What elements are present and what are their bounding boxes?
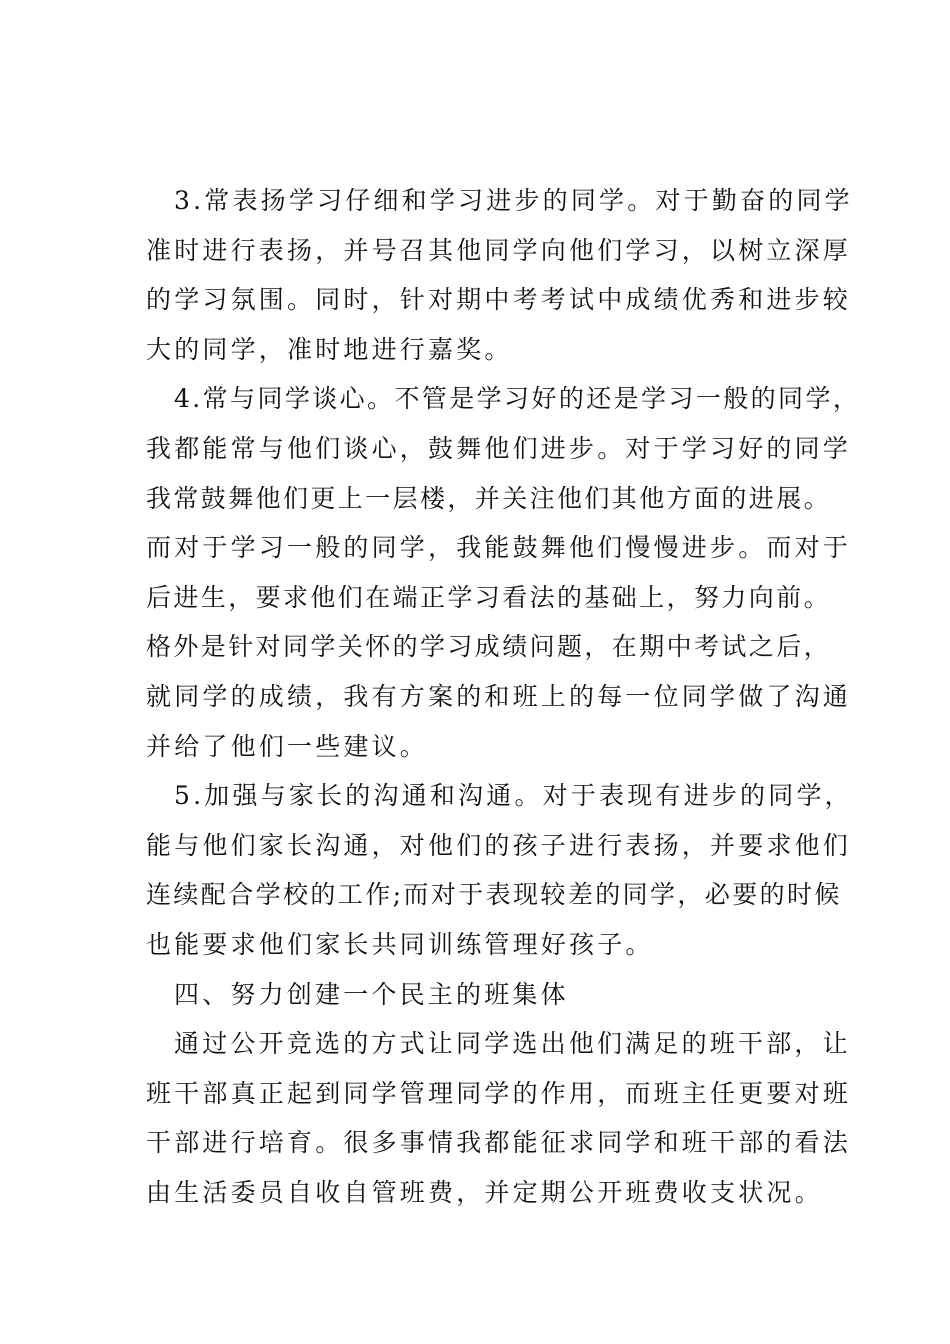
text-line: 后进生，要求他们在端正学习看法的基础上，努力向前。 bbox=[146, 582, 832, 612]
text-line: 干部进行培育。很多事情我都能征求同学和班干部的看法 bbox=[146, 1128, 852, 1158]
text-line: 5.加强与家长的沟通和沟通。对于表现有进步的同学， bbox=[174, 781, 853, 811]
text-line: 连续配合学校的工作;而对于表现较差的同学，必要的时候 bbox=[146, 880, 842, 910]
text-line: 并给了他们一些建议。 bbox=[146, 731, 429, 761]
heading-text: 四、努力创建一个民主的班集体 bbox=[174, 979, 569, 1009]
text-line: 准时进行表扬，并号召其他同学向他们学习，以树立深厚 bbox=[146, 235, 852, 265]
text-line: 3.常表扬学习仔细和学习进步的同学。对于勤奋的同学 bbox=[174, 186, 853, 215]
section-heading bbox=[146, 970, 806, 1020]
text-line: 大的同学，准时地进行嘉奖。 bbox=[146, 334, 513, 364]
text-line: 也能要求他们家长共同训练管理好孩子。 bbox=[146, 929, 654, 959]
paragraph-item-4 bbox=[146, 374, 861, 771]
text-line: 通过公开竞选的方式让同学选出他们满足的班干部，让 bbox=[174, 1029, 851, 1059]
text-line: 4.常与同学谈心。不管是学习好的还是学习一般的同学， bbox=[174, 384, 861, 414]
text-line: 我都能常与他们谈心，鼓舞他们进步。对于学习好的同学 bbox=[146, 433, 852, 463]
text-line: 由生活委员自收自管班费，并定期公开班费收支状况。 bbox=[146, 1177, 823, 1207]
text-line: 就同学的成绩，我有方案的和班上的每一位同学做了沟通 bbox=[146, 681, 852, 711]
text-line: 能与他们家长沟通，对他们的孩子进行表扬，并要求他们 bbox=[146, 830, 852, 860]
text-line: 班干部真正起到同学管理同学的作用，而班主任更要对班 bbox=[146, 1078, 852, 1108]
document-body bbox=[146, 176, 861, 1217]
paragraph-item-3 bbox=[146, 176, 853, 374]
text-line: 格外是针对同学关怀的学习成绩问题，在期中考试之后， bbox=[146, 632, 832, 662]
text-line: 我常鼓舞他们更上一层楼，并关注他们其他方面的进展。 bbox=[146, 483, 832, 513]
text-line: 的学习氛围。同时，针对期中考考试中成绩优秀和进步较 bbox=[146, 285, 852, 315]
paragraph-item-5 bbox=[146, 771, 853, 969]
text-line: 而对于学习一般的同学，我能鼓舞他们慢慢进步。而对于 bbox=[146, 533, 852, 563]
paragraph-section-4-body bbox=[146, 1019, 852, 1217]
